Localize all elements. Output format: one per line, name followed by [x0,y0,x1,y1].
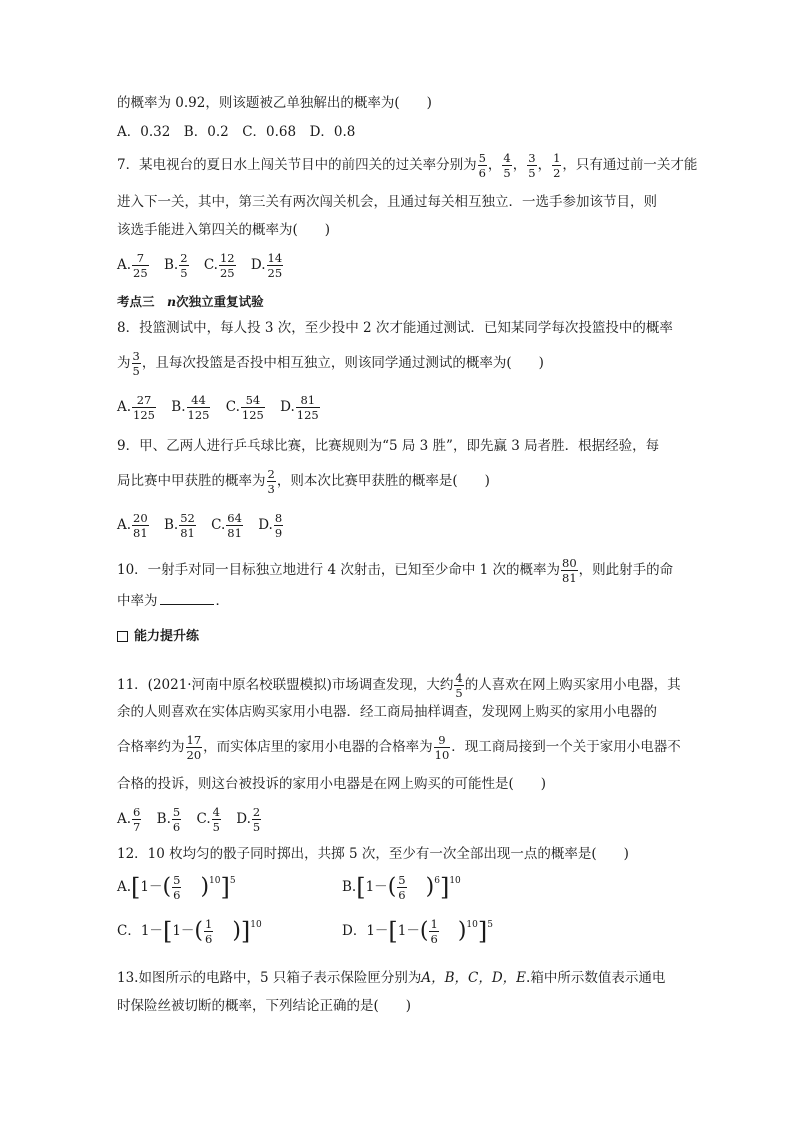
q13-line1: 13.如图所示的电路中，5 只箱子表示保险匣分别为A，B，C，D，E.箱中所示数值表示通电 [117,970,666,986]
q8-option-a: A. $\frac{27}{125}$ [117,393,155,423]
q11-frac-3: $\frac{9}{10}$ [434,733,450,763]
q7-option-c: C. $\frac{12}{25}$ [203,251,235,281]
checkbox-square-icon [117,631,128,642]
q11-line3: 合格率约为 $\frac{17}{20}$ ，而实体店里的家用小电器的合格率为 $\frac{9}{10}$ ．现工商局接到一个关于家用小电器不 [117,733,681,763]
q7-line3: 该选手能进入第四关的概率为( ) [117,222,331,238]
q10-frac: $\frac{80}{81}$ [562,556,577,586]
section-heading-3: 考点三 n次独立重复试验 [117,294,264,309]
q9-line1: 9．甲、乙两人进行乒乓球比赛，比赛规则为“5 局 3 胜”，即先赢 3 局者胜．根据经验，每 [117,438,660,454]
q8-options [117,394,331,421]
q7-option-a: A. $\frac{7}{25}$ [117,251,148,281]
q8-frac: $\frac{3}{5}$ [132,349,140,379]
q10-line2: 中率为 ． [117,593,229,609]
section-heading-ability: 能力提升练 [117,630,199,643]
q12-option-b: B.[1－( $\frac{5}{6}$ )$^6$]$^{10}$ [342,873,461,903]
q13-line2: 时保险丝被切断的概率，下列结论正确的是( ) [117,998,412,1014]
q9-options [117,512,294,539]
q12-option-d: D．1－[1－( $\frac{1}{6}$ )$^{10}$]$^5$ [342,917,493,947]
answer-blank [160,592,214,605]
q12-option-c: C．1－[1－( $\frac{1}{6}$ )]$^{10}$ [117,917,262,947]
q9-frac: $\frac{2}{3}$ [267,467,275,497]
q7-option-b: B. $\frac{2}{5}$ [163,251,188,281]
q6-tail: 的概率为 0.92，则该题被乙单独解出的概率为( ) [117,95,432,111]
q8-line2: 为 $\frac{3}{5}$ ，且每次投篮是否投中相互独立，则该同学通过测试的概率为( ) [117,349,544,379]
q7-option-d: D. $\frac{14}{25}$ [250,251,283,281]
q11-line4: 合格的投诉，则这台被投诉的家用小电器是在网上购买的可能性是( ) [117,776,547,792]
q11-line2: 余的人则喜欢在实体店购买家用小电器．经工商局抽样调查，发现网上购买的家用小电器的 [117,704,657,720]
q8-line1: 8．投篮测试中，每人投 3 次，至少投中 2 次才能通过测试．已知某同学每次投篮投中的概率 [117,320,673,336]
q7-frac-1: $\frac{5}{6}$ [478,151,486,181]
q7-frac-4: $\frac{1}{2}$ [553,151,561,181]
q9-line2: 局比赛中甲获胜的概率为 $\frac{2}{3}$ ，则本次比赛甲获胜的概率是( ) [117,467,490,497]
q10-line1: 10．一射手对同一目标独立地进行 4 次射击，已知至少命中 1 次的概率为 $\frac{80}{81}$ ，则此射手的命 [117,556,674,586]
q7-frac-3: $\frac{3}{5}$ [528,151,536,181]
q7-text: 7．某电视台的夏日水上闯关节目中的前四关的过关率分别为 [117,157,477,174]
q7-line1: 7．某电视台的夏日水上闯关节目中的前四关的过关率分别为 $\frac{5}{6}$ ， $\frac{4}{5}$ ， $\frac{3}{5}$ ， $\frac{1}{2}$ ，只有通过前一关才能 [117,151,698,181]
q11-option-a: A. $\frac{6}{7}$ [117,805,141,835]
q12-option-a: A.[1－( $\frac{5}{6}$ )$^{10}$]$^5$ [117,873,236,903]
q9-option-d: D. $\frac{8}{9}$ [258,511,283,541]
q7-options [117,252,294,279]
q11-option-b: B. $\frac{5}{6}$ [156,805,181,835]
q11-line1: 11．(2021·河南中原名校联盟模拟)市场调查发现，大约 $\frac{4}{5}$ 的人喜欢在网上购买家用小电器，其 [117,671,681,701]
q6-options: A．0.32 B．0.2 C．0.68 D．0.8 [117,124,356,140]
q8-option-d: D. $\frac{81}{125}$ [280,393,319,423]
q9-option-c: C. $\frac{64}{81}$ [211,511,242,541]
q8-option-c: C. $\frac{54}{125}$ [225,393,264,423]
q11-option-c: C. $\frac{4}{5}$ [196,805,220,835]
q9-option-b: B. $\frac{52}{81}$ [163,511,195,541]
q9-option-a: A. $\frac{20}{81}$ [117,511,148,541]
q11-options [117,806,272,833]
q11-option-d: D. $\frac{2}{5}$ [236,805,261,835]
q7-frac-2: $\frac{4}{5}$ [503,151,511,181]
q12-line1: 12．10 枚均匀的骰子同时掷出，共掷 5 次，至少有一次全部出现一点的概率是( ) [117,846,629,862]
q11-frac-2: $\frac{17}{20}$ [186,733,202,763]
q7-line2: 进入下一关，其中，第三关有两次闯关机会，且通过每关相互独立．一选手参加该节目，则 [117,194,657,210]
q8-option-b: B. $\frac{44}{125}$ [171,393,210,423]
q11-frac-1: $\frac{4}{5}$ [455,671,463,701]
